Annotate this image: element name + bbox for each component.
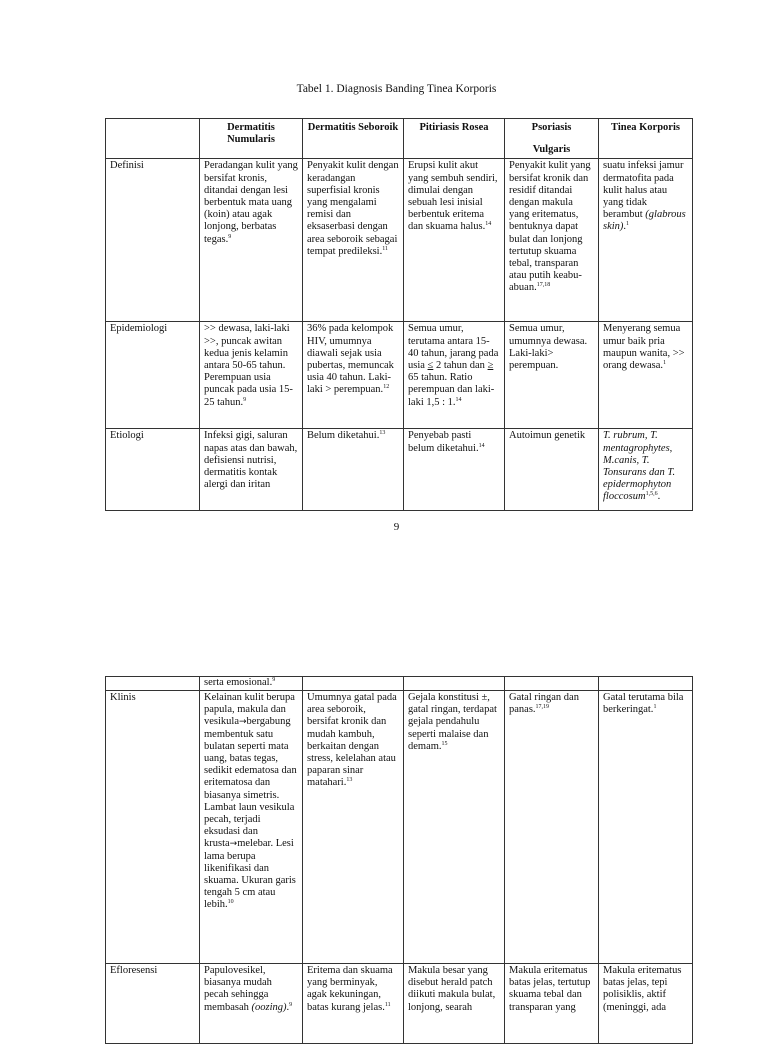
cell-text: . bbox=[657, 491, 661, 503]
reference: 1 bbox=[626, 221, 630, 228]
cell bbox=[200, 429, 303, 511]
header-psoriasis-vulgaris bbox=[505, 119, 599, 159]
cell bbox=[200, 691, 303, 964]
cell bbox=[200, 677, 303, 691]
cell bbox=[404, 322, 505, 429]
arrow-right-icon: → bbox=[239, 717, 247, 728]
header-empty-cell bbox=[106, 119, 200, 159]
cell bbox=[303, 964, 404, 1044]
cell-text: Gatal terutama bila berkeringat. bbox=[603, 692, 684, 716]
cell bbox=[303, 159, 404, 322]
reference: 9 bbox=[272, 677, 276, 683]
page-title: Tabel 1. Diagnosis Banding Tinea Korporis bbox=[296, 83, 497, 95]
cell-text: 36% pada kelompok HIV, umumnya diawali sejak usia pubertas, memuncak usia 40 tahun. Laki-laki > perempuan. bbox=[307, 323, 394, 396]
reference: 1,5,6 bbox=[645, 491, 658, 498]
cell-text: Kelainan kulit berupa papula, makula dan vesikula bbox=[204, 692, 295, 728]
cell bbox=[599, 691, 693, 964]
row-definisi bbox=[106, 159, 693, 322]
row-efloresensi bbox=[106, 964, 693, 1044]
cell bbox=[106, 677, 200, 691]
reference: 13 bbox=[379, 430, 386, 437]
cell: Papulovesikel, biasanya mudah pecah sehingga membasah (oozing).$^9$ bbox=[200, 964, 303, 1044]
cell-text: Erupsi kulit akut yang sembuh sendiri, dimulai dengan sebuah lesi inisial berbentuk eritema dan skuama halus. bbox=[408, 160, 498, 233]
cell bbox=[599, 429, 693, 511]
cell-text: Penyakit kulit dengan keradangan superfisial kronis yang mengalami remisi dan eksaserbasi dengan area seboroik sebagai tempat predileksi. bbox=[307, 160, 399, 257]
cell bbox=[505, 677, 599, 691]
row-epidemiologi bbox=[106, 322, 693, 429]
cell-text: Gatal ringan dan panas. bbox=[509, 692, 579, 716]
cell-text: Makula eritematus batas jelas, tertutup skuama tebal dan transparan yang bbox=[509, 965, 591, 1013]
table-header-row bbox=[106, 119, 693, 159]
page-number: 9 bbox=[393, 521, 400, 533]
cell-text: Infeksi gigi, saluran napas atas dan bawah, defisiensi nutrisi, dermatitis kontak alergi dan iritan bbox=[204, 430, 298, 491]
reference: 1 bbox=[653, 704, 657, 711]
reference: 13 bbox=[346, 777, 353, 784]
cell-text: Peradangan kulit yang bersifat kronis, ditandai dengan lesi berbentuk mata uang (koin) atau agak lonjong, berbatas tegas. bbox=[204, 160, 298, 245]
greater-equal-symbol: ≥ bbox=[487, 360, 494, 372]
header-dermatitis-seboroik: Dermatitis Seboroik bbox=[303, 119, 404, 159]
cell-text: Umumnya gatal pada area seboroik, bersifat kronik dan mudah kambuh, berkaitan dengan stress, kelelahan atau paparan sinar matahari. bbox=[307, 692, 397, 789]
reference: 11 bbox=[382, 245, 389, 252]
cell-text: >> dewasa, laki-laki >>, puncak awitan kedua jenis kelamin antara 50-65 tahun. Perempuan usia puncak pada usia 15-25 tahun. bbox=[204, 323, 293, 408]
cell: suatu infeksi jamur dermatofita pada kulit halus atau yang tidak berambut (glabrous skin).$^1$ bbox=[599, 159, 693, 322]
cell bbox=[404, 964, 505, 1044]
cell bbox=[200, 159, 303, 322]
cell-text: suatu infeksi jamur dermatofita pada kulit halus atau yang tidak berambut bbox=[603, 160, 684, 221]
cell bbox=[404, 691, 505, 964]
header-pitiriasis-rosea: Pitiriasis Rosea bbox=[404, 119, 505, 159]
cell-text: Eritema dan skuama yang berminyak, agak kekuningan, batas kurang jelas. bbox=[307, 965, 393, 1013]
reference: 15 bbox=[441, 740, 448, 747]
cell bbox=[505, 429, 599, 511]
cell bbox=[303, 429, 404, 511]
reference: 9 bbox=[243, 396, 247, 403]
cell bbox=[599, 964, 693, 1044]
cell bbox=[404, 677, 505, 691]
cell-text: Semua umur, terutama antara 15-40 tahun, jarang pada usia bbox=[408, 323, 499, 372]
cell bbox=[599, 322, 693, 429]
cell-text: Menyerang semua umur baik pria maupun wanita, >> orang dewasa. bbox=[603, 323, 685, 372]
cell bbox=[599, 677, 693, 691]
row-klinis bbox=[106, 691, 693, 964]
cell bbox=[303, 322, 404, 429]
reference: 14 bbox=[455, 396, 462, 403]
cell-text: Penyebab pasti belum diketahui. bbox=[408, 430, 479, 454]
cell bbox=[505, 159, 599, 322]
header-dermatitis-numularis: Dermatitis Numularis bbox=[200, 119, 303, 159]
cell bbox=[200, 322, 303, 429]
cell-text: Papulovesikel, biasanya mudah pecah sehingga membasah bbox=[204, 965, 272, 1013]
cell-text: Makula eritematus batas jelas, tepi polisiklis, aktif (meninggi, ada bbox=[603, 965, 682, 1013]
reference: 11 bbox=[384, 1001, 391, 1008]
cell-italic-text: T. rubrum, T. mentagrophytes, M.canis, T. Tonsurans dan T. epidermophyton floccosum bbox=[603, 430, 676, 503]
cell-text: melebar. Lesi lama berupa likenifikasi dan skuama. Ukuran garis tengah 5 cm atau lebih. bbox=[204, 838, 296, 911]
cell bbox=[303, 691, 404, 964]
row-etiologi bbox=[106, 429, 693, 511]
header-vulgaris: Vulgaris bbox=[532, 144, 571, 156]
cell bbox=[404, 429, 505, 511]
reference: 12 bbox=[383, 384, 390, 391]
cell bbox=[404, 159, 505, 322]
cell-italic-text: (glabrous skin) bbox=[603, 209, 686, 233]
cell-text: Belum diketahui. bbox=[307, 430, 380, 442]
differential-diagnosis-table bbox=[105, 118, 693, 511]
row-label: Efloresensi bbox=[106, 964, 200, 1044]
cell-italic-text: (oozing) bbox=[251, 1001, 287, 1013]
cell bbox=[505, 691, 599, 964]
less-equal-symbol: ≤ bbox=[427, 360, 434, 372]
cell bbox=[505, 322, 599, 429]
cell-text: 65 tahun. Ratio perempuan dan laki-laki 1,5 : 1. bbox=[408, 372, 495, 408]
row-label: Etiologi bbox=[106, 429, 200, 511]
reference: 17,18 bbox=[536, 282, 551, 289]
reference: 17,19 bbox=[535, 704, 550, 711]
reference: 14 bbox=[485, 221, 492, 228]
header-psoriasis: Psoriasis bbox=[531, 122, 572, 133]
row-label: Epidemiologi bbox=[106, 322, 200, 429]
reference: 14 bbox=[478, 442, 485, 449]
differential-diagnosis-table-continued bbox=[105, 676, 693, 1044]
cell bbox=[303, 677, 404, 691]
row-continuation bbox=[106, 677, 693, 691]
cell-text: 2 tahun dan bbox=[435, 360, 485, 372]
cell-text: Makula besar yang disebut herald patch diikuti makula bulat, lonjong, searah bbox=[408, 965, 496, 1013]
row-label: Definisi bbox=[106, 159, 200, 322]
cell-text: bergabung membentuk satu bulatan seperti mata uang, batas tegas, sedikit edematosa dan eritematosa dan biasanya simetris. Lambat laun vesikula pecah, terjadi eksudasi dan krusta bbox=[204, 716, 297, 850]
reference: 10 bbox=[227, 899, 234, 906]
reference: 1 bbox=[663, 360, 667, 367]
reference: 9 bbox=[228, 233, 232, 240]
cell-text: Gejala konstitusi ±, gatal ringan, terdapat gejala pendahulu seperti malaise dan demam. bbox=[408, 692, 497, 752]
cell-text: Penyakit kulit yang bersifat kronik dan residif ditandai dengan makula yang eritematus, bentuknya dapat bulat dan lonjong tertutup skuama tebal, transparan atau putih keabu-abuan. bbox=[509, 160, 591, 294]
cell-text: serta emosional. bbox=[204, 677, 273, 688]
row-label: Klinis bbox=[106, 691, 200, 964]
cell bbox=[505, 964, 599, 1044]
header-tinea-korporis: Tinea Korporis bbox=[599, 119, 693, 159]
cell-text: Autoimun genetik bbox=[509, 430, 586, 442]
reference: 9 bbox=[289, 1001, 293, 1008]
cell-text: Semua umur, umumnya dewasa. Laki-laki> perempuan. bbox=[509, 323, 588, 372]
arrow-right-icon: → bbox=[229, 839, 238, 850]
